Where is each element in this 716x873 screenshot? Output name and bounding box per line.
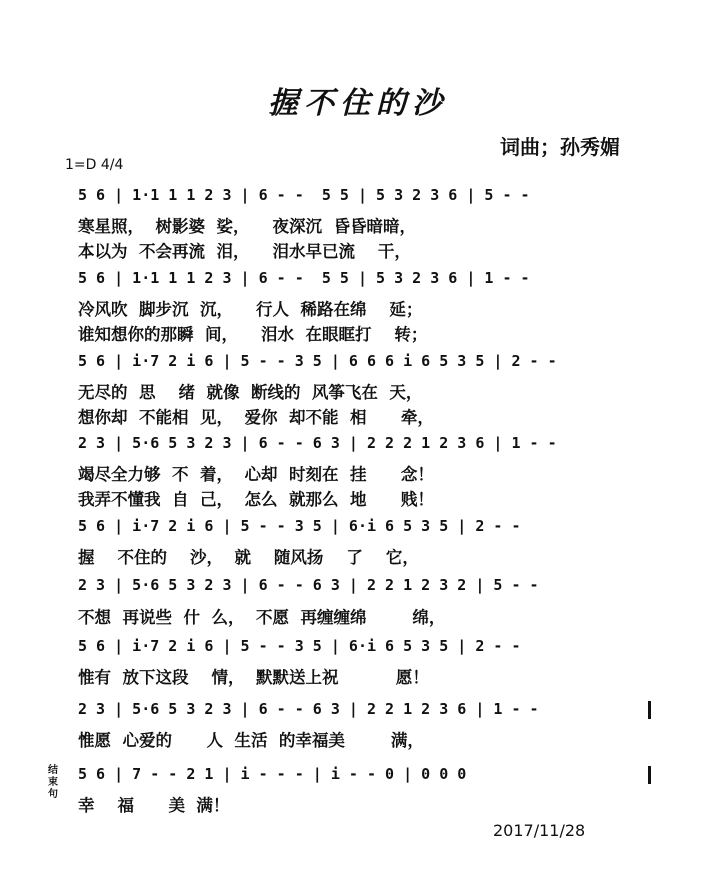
lyric-line: 握 不住的 沙， 就 随风扬 了 它， (78, 548, 419, 567)
lyric-line: 惟愿 心爱的 人 生活 的幸福美 满， (78, 731, 424, 750)
notation-line: 5 6 | i·7 2 i 6 | 5 - - 3 5 | 6 6 6 i 6 5 3 5 | 2 - - (78, 352, 557, 370)
final-barline (648, 701, 651, 719)
lyric-line: 想你却 不能相 见， 爱你 却不能 相 牵， (78, 408, 434, 427)
notation-line: 5 6 | i·7 2 i 6 | 5 - - 3 5 | 6·i 6 5 3 5 | 2 - - (78, 517, 521, 535)
date-stamp: 2017/11/28 (493, 821, 586, 840)
composer-credit: 词曲；孙秀媚 (500, 135, 620, 159)
notation-line: 5 6 | 1·1 1 1 2 3 | 6 - - 5 5 | 5 3 2 3 6 | 5 - - (78, 186, 530, 204)
lyric-line: 寒星照， 树影婆 娑， 夜深沉 昏昏暗暗， (78, 217, 416, 236)
notation-line: 2 3 | 5·6 5 3 2 3 | 6 - - 6 3 | 2 2 2 1 2 3 6 | 1 - - (78, 434, 557, 452)
notation-line: 2 3 | 5·6 5 3 2 3 | 6 - - 6 3 | 2 2 1 2 3 6 | 1 - - (78, 700, 539, 718)
notation-line: 2 3 | 5·6 5 3 2 3 | 6 - - 6 3 | 2 2 1 2 3 2 | 5 - - (78, 576, 539, 594)
lyric-line: 幸 福 美 满！ (78, 796, 230, 815)
lyric-line: 本以为 不会再流 泪， 泪水早已流 干， (78, 242, 411, 261)
ending-label: 结束句 (48, 765, 58, 800)
key-signature: 1=D 4/4 (65, 157, 124, 173)
lyric-line: 竭尽全力够 不 着， 心却 时刻在 挂 念！ (78, 465, 434, 484)
notation-line: 5 6 | 1·1 1 1 2 3 | 6 - - 5 5 | 5 3 2 3 6 | 1 - - (78, 269, 530, 287)
notation-line: 5 6 | i·7 2 i 6 | 5 - - 3 5 | 6·i 6 5 3 5 | 2 - - (78, 637, 521, 655)
lyric-line: 惟有 放下这段 情， 默默送上祝 愿！ (78, 668, 429, 687)
lyric-line: 冷风吹 脚步沉 沉， 行人 稀路在绵 延； (78, 300, 423, 319)
lyric-line: 不想 再说些 什 么， 不愿 再缠缠绵 绵， (78, 608, 446, 627)
lyric-line: 无尽的 思 绪 就像 断线的 风筝飞在 天， (78, 383, 423, 402)
lyric-line: 谁知想你的那瞬 间， 泪水 在眼眶打 转； (78, 325, 428, 344)
lyric-line: 我弄不懂我 自 己， 怎么 就那么 地 贱！ (78, 490, 434, 509)
notation-line: 5 6 | 7 - - 2 1 | i - - - | i - - 0 | 0 0 0 (78, 765, 467, 783)
final-barline (648, 766, 651, 784)
song-title: 握不住的沙 (268, 86, 448, 121)
